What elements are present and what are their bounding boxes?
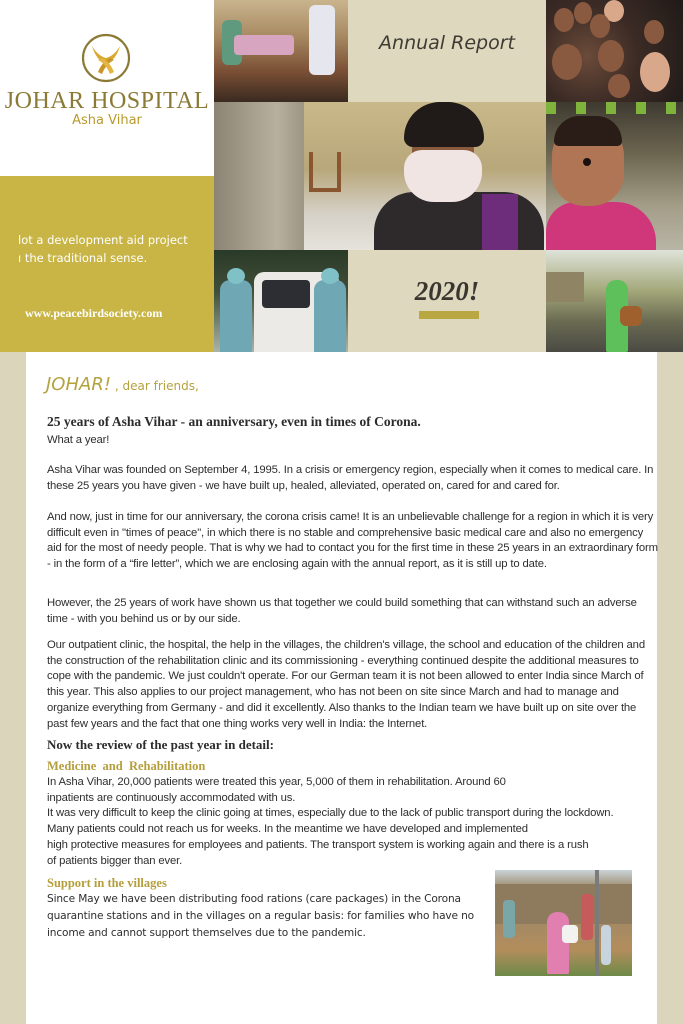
ppe-head (321, 268, 339, 284)
section-heading-support: Support in the villages (47, 876, 167, 890)
section-body-medicine (47, 775, 659, 869)
van-window (262, 280, 310, 308)
person-shape (309, 5, 335, 75)
pole-shape (595, 870, 599, 976)
photo-child (546, 102, 683, 250)
photo-woman (304, 102, 546, 250)
face-shape (590, 14, 610, 38)
text-line: It was very difficult to keep the clinic going at times, especially due to the lack of public transport during the lockdown. (47, 807, 614, 820)
paragraph-outpatient: Our outpatient clinic, the hospital, the help in the villages, the children's village, the school and education of the children and the construction of the rehabilitation clinic and its commissioning - everything continued despite the additional measures to cope with the pandemic. We just couldn't operate. For our German team it is not been allowed to enter India since March of this year. This also applies to our project management, who has not been on site since March and had to manage and organize everything from Germany - and did it excellently. Also thanks to the Indian team we have built up on site over the past few years and the fact that one thing works very well in India: the Internet. (47, 639, 645, 730)
bindi (583, 158, 591, 166)
bench-shape (309, 152, 341, 192)
photo-tree (214, 102, 304, 250)
ppe-worker (220, 280, 252, 352)
headline: 25 years of Asha Vihar - an anniversary, even in times of Corona. (47, 414, 421, 429)
section-heading-medicine: Medicine and Rehabilitation (47, 759, 206, 773)
face-shape (640, 52, 670, 92)
ppe-worker (314, 280, 346, 352)
text-line: high protective measures for employees and patients. The transport system is working again and there is a rush (47, 838, 589, 851)
photo-green (546, 250, 683, 352)
care-package (562, 925, 578, 943)
person-shape (581, 894, 593, 940)
face-shape (574, 2, 592, 24)
bundle-shape (620, 306, 642, 326)
logo-title: JOHAR HOSPITAL (4, 88, 210, 114)
face-mask (404, 150, 482, 202)
paragraph-however: However, the 25 years of work have shown us that together we could build something that can withstand such an adverse time - with you behind us or by our side. (47, 597, 637, 625)
text-line: of patients bigger than ever. (47, 854, 183, 867)
text-line: income and cannot support themselves due to the pandemic. (47, 927, 366, 939)
packages-shape (234, 35, 294, 55)
text-line: inpatients are continuously accommodated with us. (47, 791, 296, 804)
logo-panel (0, 0, 214, 176)
hands-emblem-icon (80, 32, 132, 84)
right-gutter (657, 352, 683, 1024)
annual-report-box (348, 0, 546, 102)
child-dress (546, 202, 656, 250)
face-shape (598, 40, 624, 72)
intro-text: What a year! (47, 434, 110, 446)
photo-children (546, 0, 683, 102)
leaves (546, 102, 683, 114)
woman-scarf (482, 194, 518, 250)
website-link[interactable]: www.peacebirdsociety.com (25, 306, 163, 320)
text-line: Many patients could not reach us for weeks. In the meantime we have developed and implemented (47, 823, 528, 836)
left-gutter (0, 352, 26, 1024)
photo-village-distribution (495, 870, 632, 976)
greeting-dear-friends: , dear friends, (111, 379, 199, 393)
child-shape (601, 925, 611, 965)
paragraph-founded: Asha Vihar was founded on September 4, 1995. In a crisis or emergency region, especially when it comes to medical care. In these 25 years you have given - we have built up, healed, alleviated, operated on, cared for and cared for. (47, 464, 654, 492)
text-line: In Asha Vihar, 20,000 patients were treated this year, 5,000 of them in rehabilitation. Around 60 (47, 776, 506, 788)
tagline-line: ı the traditional sense. (18, 251, 148, 265)
greeting-johar: JOHAR! (46, 374, 112, 395)
year-title: 2020! (414, 276, 480, 306)
logo-subtitle: Asha Vihar (72, 113, 142, 128)
year-underline-bar (419, 311, 479, 319)
tagline-line: lot a development aid project (18, 233, 188, 247)
tagline-panel (0, 176, 214, 352)
text-line: Since May we have been distributing food rations (care packages) in the Corona (47, 893, 461, 905)
woman-pink-sari (547, 912, 569, 974)
section-body-support (47, 891, 477, 942)
photo-ppe (214, 250, 348, 352)
child-hair (554, 116, 622, 146)
face-shape (554, 8, 574, 32)
ppe-head (227, 268, 245, 284)
year-box (348, 250, 546, 352)
paragraph-corona: And now, just in time for our anniversary, the corona crisis came! It is an unbelievable challenge for a region in which it is very difficult even in "times of peace", in which there is no stable and comprehensive basic medical care and also no emergency aid for the most of needy people. That is why we had to contact you for the first time in these 25 years in an extraordinary form - in the form of a “fire letter”, which we are enclosing again with the annual report, as it is still up to date. (47, 511, 658, 571)
house-shape (546, 272, 584, 302)
review-heading: Now the review of the past year in detail: (47, 737, 274, 752)
person-shape (503, 900, 515, 938)
woman-hair (404, 102, 484, 147)
face-shape (552, 44, 582, 80)
face-shape (644, 20, 664, 44)
text-line: quarantine stations and in the villages on a regular basis: for families who have no (47, 910, 475, 922)
annual-report-title: Annual Report (379, 32, 515, 54)
photo-packing (214, 0, 348, 102)
face-shape (608, 74, 630, 98)
greeting (46, 374, 199, 395)
